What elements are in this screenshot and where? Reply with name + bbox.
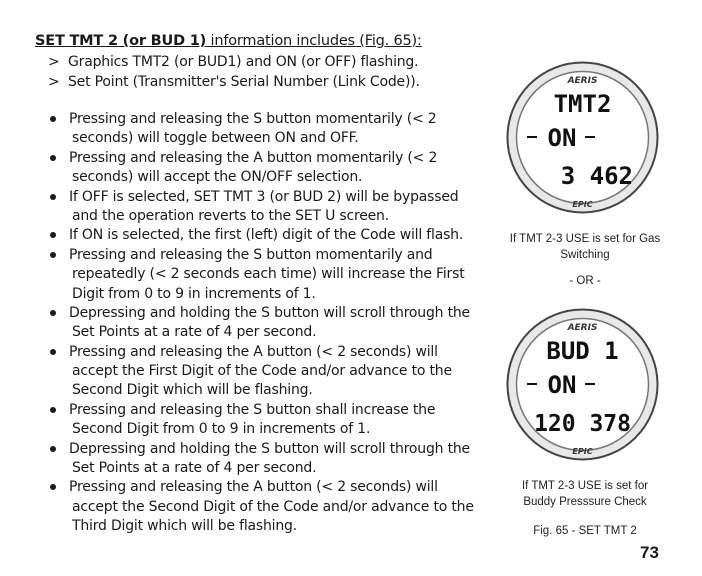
instruction-line: Depressing and holding the S button will scroll through the — [69, 304, 470, 321]
instruction-line: Set Points at a rate of 4 per second. — [72, 460, 317, 477]
sub-item — [48, 74, 420, 90]
instruction-line: Pressing and releasing the A button momentarily (< 2 — [69, 149, 438, 166]
caption-line: If TMT 2-3 USE is set for Gas — [509, 233, 661, 245]
instruction-list — [50, 110, 505, 537]
sub-item-text: Set Point (Transmitter's Serial Number (Link Code)). — [68, 74, 420, 90]
instruction-line: Second Digit which will be flashing. — [72, 382, 313, 399]
instruction-line: Digit from 0 to 9 in increments of 1. — [72, 285, 316, 302]
page-number: 73 — [640, 543, 659, 562]
bullet-dot — [50, 252, 56, 258]
caption-line: If TMT 2-3 USE is set for — [521, 480, 649, 492]
instruction-line: and the operation reverts to the SET U screen. — [72, 207, 389, 224]
instruction-line: accept the Second Digit of the Code and/or advance to the — [72, 498, 474, 515]
instruction-item — [50, 149, 505, 188]
figure-caption-buddy-check — [505, 478, 665, 510]
model-logo: EPIC — [572, 200, 593, 209]
instruction-line: seconds) will toggle between ON and OFF. — [72, 130, 359, 147]
instruction-item — [50, 440, 505, 479]
model-logo: EPIC — [572, 447, 593, 456]
bullet-dot — [50, 194, 56, 200]
lcd-row-1: TMT2 — [553, 90, 612, 118]
lcd-row-2: ON — [547, 124, 577, 152]
bullet-dot — [50, 407, 56, 413]
lcd-row-2: ON — [547, 371, 577, 399]
lcd-row-1: BUD 1 — [546, 337, 619, 365]
section-heading — [35, 33, 422, 49]
sub-item-marker: > — [48, 54, 60, 70]
instruction-line: If OFF is selected, SET TMT 3 (or BUD 2) will be bypassed — [69, 188, 459, 205]
caption-line: Buddy Presssure Check — [523, 496, 647, 508]
instruction-line: Pressing and releasing the A button (< 2 seconds) will — [69, 343, 438, 360]
dive-computer-tmt2-display — [505, 60, 660, 215]
instruction-line: Pressing and releasing the S button shall increase the — [69, 401, 436, 418]
instruction-item — [50, 401, 505, 440]
sub-item — [48, 54, 418, 70]
instruction-line: Depressing and holding the S button will scroll through the — [69, 440, 470, 457]
lcd-row-3: 120 378 — [534, 411, 631, 437]
instruction-item — [50, 246, 505, 304]
section-heading-rest: information includes (Fig. 65): — [206, 33, 422, 49]
instruction-line: Set Points at a rate of 4 per second. — [72, 324, 317, 341]
brand-logo: AERIS — [567, 323, 598, 333]
instruction-item — [50, 110, 505, 149]
instruction-line: Pressing and releasing the A button (< 2 seconds) will — [69, 479, 438, 496]
instruction-item — [50, 343, 505, 401]
sub-item-text: Graphics TMT2 (or BUD1) and ON (or OFF) flashing. — [68, 54, 419, 70]
instruction-line: seconds) will accept the ON/OFF selection. — [72, 169, 363, 186]
dive-computer-bud1-display — [505, 307, 660, 462]
bullet-dot — [50, 349, 56, 355]
instruction-item — [50, 188, 505, 227]
instruction-line: Pressing and releasing the S button momentarily and — [69, 246, 433, 263]
instruction-item — [50, 226, 505, 245]
instruction-item — [50, 478, 505, 536]
instruction-line: Third Digit which will be flashing. — [72, 518, 297, 535]
bullet-dot — [50, 446, 56, 452]
bullet-dot — [50, 116, 56, 122]
instruction-item — [50, 304, 505, 343]
brand-logo: AERIS — [567, 76, 598, 86]
sub-item-marker: > — [48, 74, 60, 90]
bullet-dot — [50, 310, 56, 316]
figure-caption-gas-switching — [505, 231, 665, 263]
lcd-row-3: 3 462 — [560, 162, 633, 190]
bullet-dot — [50, 155, 56, 161]
caption-line: Switching — [560, 249, 610, 261]
figure-label: Fig. 65 - SET TMT 2 — [533, 525, 637, 537]
instruction-line: repeatedly (< 2 seconds each time) will increase the First — [72, 266, 465, 283]
instruction-line: accept the First Digit of the Code and/or advance to the — [72, 363, 452, 380]
instruction-line: Second Digit from 0 to 9 in increments of 1. — [72, 421, 371, 438]
instruction-line: Pressing and releasing the S button momentarily (< 2 — [69, 111, 437, 127]
section-heading-title: SET TMT 2 (or BUD 1) — [35, 33, 207, 49]
figure-or-separator: - OR - — [569, 275, 601, 287]
instruction-line: If ON is selected, the first (left) digit of the Code will flash. — [69, 227, 464, 244]
